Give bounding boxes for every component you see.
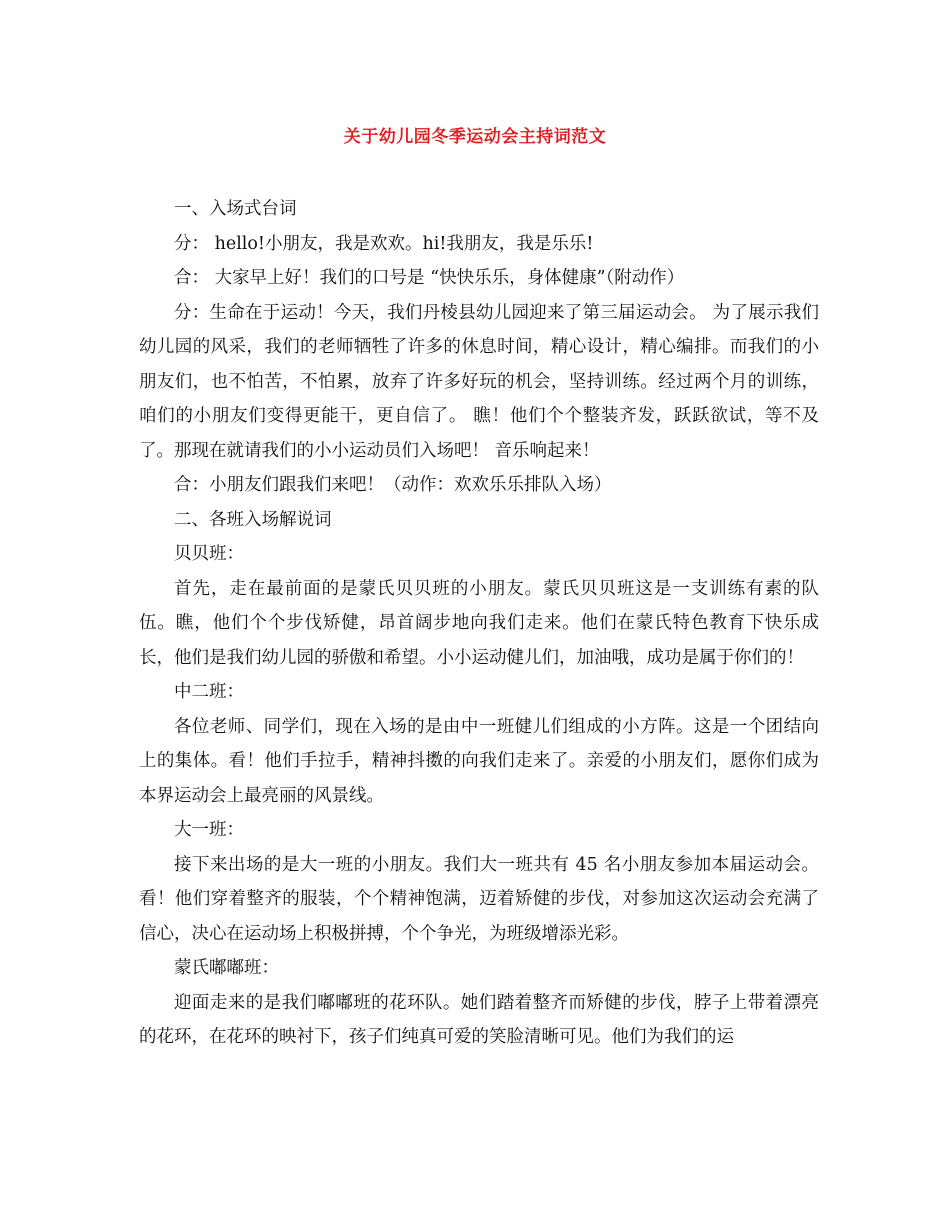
paragraph-opening-speech: 分：生命在于运动！今天，我们丹棱县幼儿园迎来了第三届运动会。 为了展示我们幼儿园的风采，我们的老师牺牲了许多的休息时间，精心设计，精心编排。而我们的小朋友们，也不怕苦，不怕累，放弃了许多好玩的机会，坚持训练。经过两个月的训练，咱们的小朋友们变得更能干，更自信了。 瞧！他们个个整装齐发，跃跃欲试，等不及了。那现在就请我们的小小运动员们入场吧！ 音乐响起来！ — [139, 302, 819, 461]
class-heading-zhonger: 中二班： — [174, 682, 244, 702]
paragraph-entrance-call: 合：小朋友们跟我们来吧！（动作：欢欢乐乐排队入场） — [174, 475, 612, 495]
class-heading-dudu: 蒙氏嘟嘟班： — [174, 958, 279, 978]
paragraph-greeting-together: 合： 大家早上好！我们的口号是 “快快乐乐，身体健康”（附动作） — [174, 268, 685, 288]
section-heading-class-commentary: 二、各班入场解说词 — [174, 509, 332, 530]
paragraph-dudu: 迎面走来的是我们嘟嘟班的花环队。她们踏着整齐而矫健的步伐，脖子上带着漂亮的花环，在花环的映衬下，孩子们纯真可爱的笑脸清晰可见。他们为我们的运 — [139, 992, 819, 1047]
document-body — [139, 192, 819, 1055]
class-heading-beibei: 贝贝班： — [174, 544, 244, 564]
paragraph-greeting-split: 分： hello!小朋友，我是欢欢。hi!我朋友，我是乐乐! — [174, 233, 594, 254]
section-heading-entrance-script: 一、入场式台词 — [174, 199, 297, 219]
document-title: 关于幼儿园冬季运动会主持词范文 — [343, 127, 607, 147]
class-heading-dayi: 大一班： — [174, 820, 244, 840]
paragraph-dayi: 接下来出场的是大一班的小朋友。我们大一班共有 45 名小朋友参加本届运动会。看！他们穿着整齐的服装，个个精神饱满，迈着矫健的步伐，对参加这次运动会充满了信心，决心在运动场上积极拼搏，个个争光，为班级增添光彩。 — [139, 854, 819, 944]
paragraph-zhonger: 各位老师、同学们，现在入场的是由中一班健儿们组成的小方阵。这是一个团结向上的集体。看！他们手拉手，精神抖擞的向我们走来了。亲爱的小朋友们，愿你们成为本界运动会上最亮丽的风景线。 — [139, 716, 819, 806]
paragraph-beibei: 首先，走在最前面的是蒙氏贝贝班的小朋友。蒙氏贝贝班这是一支训练有素的队伍。瞧，他们个个步伐矫健，昂首阔步地向我们走来。他们在蒙氏特色教育下快乐成长，他们是我们幼儿园的骄傲和希望。小小运动健儿们，加油哦，成功是属于你们的！ — [139, 578, 819, 668]
